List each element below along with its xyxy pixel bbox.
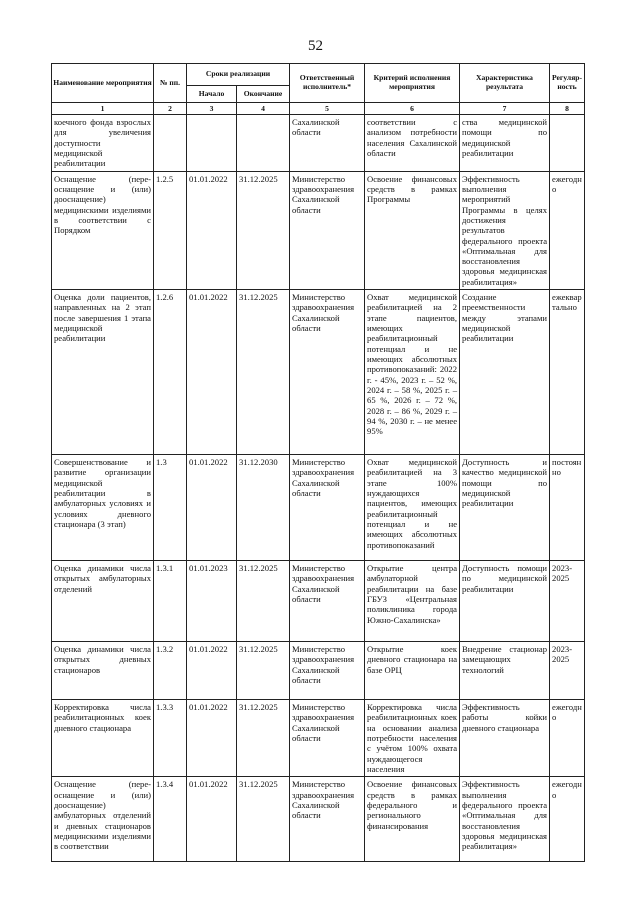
cell-executor: Министерство здравоохранения Сахалинской области [290, 455, 365, 561]
cell-regularity [550, 115, 585, 172]
cell-executor: Министерство здравоохранения Сахалинской области [290, 777, 365, 862]
cell-name: Оценка динамики числа открытых амбулаторных отделений [52, 561, 154, 642]
column-number: 6 [365, 103, 460, 115]
cell-end: 31.12.2025 [237, 700, 290, 777]
cell-start: 01.01.2022 [187, 290, 237, 455]
column-number: 2 [154, 103, 187, 115]
cell-regularity: ежегодно [550, 700, 585, 777]
cell-start: 01.01.2022 [187, 700, 237, 777]
table-row [52, 561, 585, 642]
page-number: 52 [308, 38, 323, 54]
cell-criterion: Освоение финансовых средств в рамках Программы [365, 171, 460, 289]
cell-regularity: ежегодно [550, 777, 585, 862]
table-row [52, 171, 585, 289]
measures-table [51, 63, 585, 862]
header-criterion: Критерий исполнения мероприятия [365, 64, 460, 103]
cell-start: 01.01.2023 [187, 561, 237, 642]
cell-regularity: ежегодно [550, 171, 585, 289]
header-executor: Ответственный исполнитель* [290, 64, 365, 103]
header-num: № пп. [154, 64, 187, 103]
cell-result: Внедрение стационар замещающих технологий [460, 642, 550, 700]
table-row [52, 115, 585, 172]
cell-num: 1.3.1 [154, 561, 187, 642]
header-result: Характеристика результата [460, 64, 550, 103]
column-number: 4 [237, 103, 290, 115]
cell-end: 31.12.2025 [237, 561, 290, 642]
cell-result: Эффективность выполнения мероприятий Программы в целях достижения результатов федерального проекта «Оптимальная для восстановления здоровья медицинская реабилитация» [460, 171, 550, 289]
cell-name: Корректировка числа реабилитационных коек дневного стационара [52, 700, 154, 777]
header-end: Окончание [237, 86, 290, 103]
header-regularity: Регуляр-ность [550, 64, 585, 103]
cell-start: 01.01.2022 [187, 455, 237, 561]
header-name: Наименование мероприятия [52, 64, 154, 103]
cell-start: 01.01.2022 [187, 171, 237, 289]
cell-end: 31.12.2030 [237, 455, 290, 561]
cell-num: 1.2.6 [154, 290, 187, 455]
cell-num: 1.3.4 [154, 777, 187, 862]
cell-executor: Сахалинской области [290, 115, 365, 172]
table-row [52, 290, 585, 455]
column-number: 5 [290, 103, 365, 115]
cell-criterion: Охват медицинской реабилитацией на 2 этапе пациентов, имеющих реабилитационный потенциал и не имеющих абсолютных противопоказаний: 2022 г. - 45%, 2023 г. – 52 %, 2024 г. – 58 %, 2025 г. – 65 %, 2026 г. – 72 %, 2028 г. – 86 %, 2029 г. – 94 %, 2030 г. – не менее 95% [365, 290, 460, 455]
cell-end: 31.12.2025 [237, 777, 290, 862]
cell-end: 31.12.2025 [237, 290, 290, 455]
cell-regularity: ежеквартально [550, 290, 585, 455]
cell-criterion: Корректировка числа реабилитационных коек на основании анализа потребности населения с учётом 100% охвата нуждающегося населения [365, 700, 460, 777]
table-row [52, 642, 585, 700]
cell-name: коечного фонда взрослых для увеличения доступности медицинской реабилитации [52, 115, 154, 172]
cell-criterion: соответствии с анализом потребности населения Сахалинской области [365, 115, 460, 172]
cell-end: 31.12.2025 [237, 642, 290, 700]
table-row [52, 777, 585, 862]
column-number: 7 [460, 103, 550, 115]
cell-start: 01.01.2022 [187, 777, 237, 862]
header-start: Начало [187, 86, 237, 103]
cell-start: 01.01.2022 [187, 642, 237, 700]
cell-end [237, 115, 290, 172]
cell-result: Доступность помощи по медицинской реабилитации [460, 561, 550, 642]
cell-num: 1.2.5 [154, 171, 187, 289]
cell-num [154, 115, 187, 172]
cell-criterion: Открытие коек дневного стационара на базе ОРЦ [365, 642, 460, 700]
cell-result: Эффективность выполнения федерального проекта «Оптимальная для восстановления здоровья медицинская реабилитация» [460, 777, 550, 862]
cell-criterion: Освоение финансовых средств в рамках федерального и регионального финансирования [365, 777, 460, 862]
cell-name: Оснащение (пере-оснащение и (или) дооснащение) медицинскими изделиями в соответствии с Порядком [52, 171, 154, 289]
table-row [52, 455, 585, 561]
column-number: 8 [550, 103, 585, 115]
cell-executor: Министерство здравоохранения Сахалинской области [290, 290, 365, 455]
column-number: 3 [187, 103, 237, 115]
cell-result: ства медицинской помощи по медицинской реабилитации [460, 115, 550, 172]
cell-executor: Министерство здравоохранения Сахалинской области [290, 171, 365, 289]
cell-result: Эффективность работы койки дневного стационара [460, 700, 550, 777]
table-row [52, 700, 585, 777]
cell-criterion: Открытие центра амбулаторной реабилитации на базе ГБУЗ «Центральная поликлиника города Южно-Сахалинска» [365, 561, 460, 642]
cell-regularity: 2023-2025 [550, 642, 585, 700]
cell-name: Оценка доли пациентов, направленных на 2 этап после завершения 1 этапа медицинской реабилитации [52, 290, 154, 455]
header-terms: Сроки реализации [187, 64, 290, 86]
cell-end: 31.12.2025 [237, 171, 290, 289]
cell-name: Совершенствование и развитие организации медицинской реабилитации в амбулаторных условиях и условиях дневного стационара (3 этап) [52, 455, 154, 561]
cell-regularity: постоянно [550, 455, 585, 561]
column-number-row [52, 103, 585, 115]
cell-num: 1.3.2 [154, 642, 187, 700]
cell-regularity: 2023-2025 [550, 561, 585, 642]
column-number: 1 [52, 103, 154, 115]
cell-name: Оценка динамики числа открытых дневных стационаров [52, 642, 154, 700]
cell-executor: Министерство здравоохранения Сахалинской области [290, 642, 365, 700]
cell-executor: Министерство здравоохранения Сахалинской области [290, 561, 365, 642]
cell-result: Создание преемственности между этапами медицинской реабилитации [460, 290, 550, 455]
cell-num: 1.3.3 [154, 700, 187, 777]
cell-result: Доступность и качество медицинской помощи по медицинской реабилитации [460, 455, 550, 561]
cell-executor: Министерство здравоохранения Сахалинской области [290, 700, 365, 777]
cell-criterion: Охват медицинской реабилитацией на 3 этапе 100% нуждающихся пациентов, имеющих реабилитационный потенциал и не имеющих абсолютных противопоказаний [365, 455, 460, 561]
cell-name: Оснащение (пере-оснащение и (или) дооснащение) амбулаторных отделений и дневных стационаров медицинскими изделиями в соответствии [52, 777, 154, 862]
cell-start [187, 115, 237, 172]
cell-num: 1.3 [154, 455, 187, 561]
